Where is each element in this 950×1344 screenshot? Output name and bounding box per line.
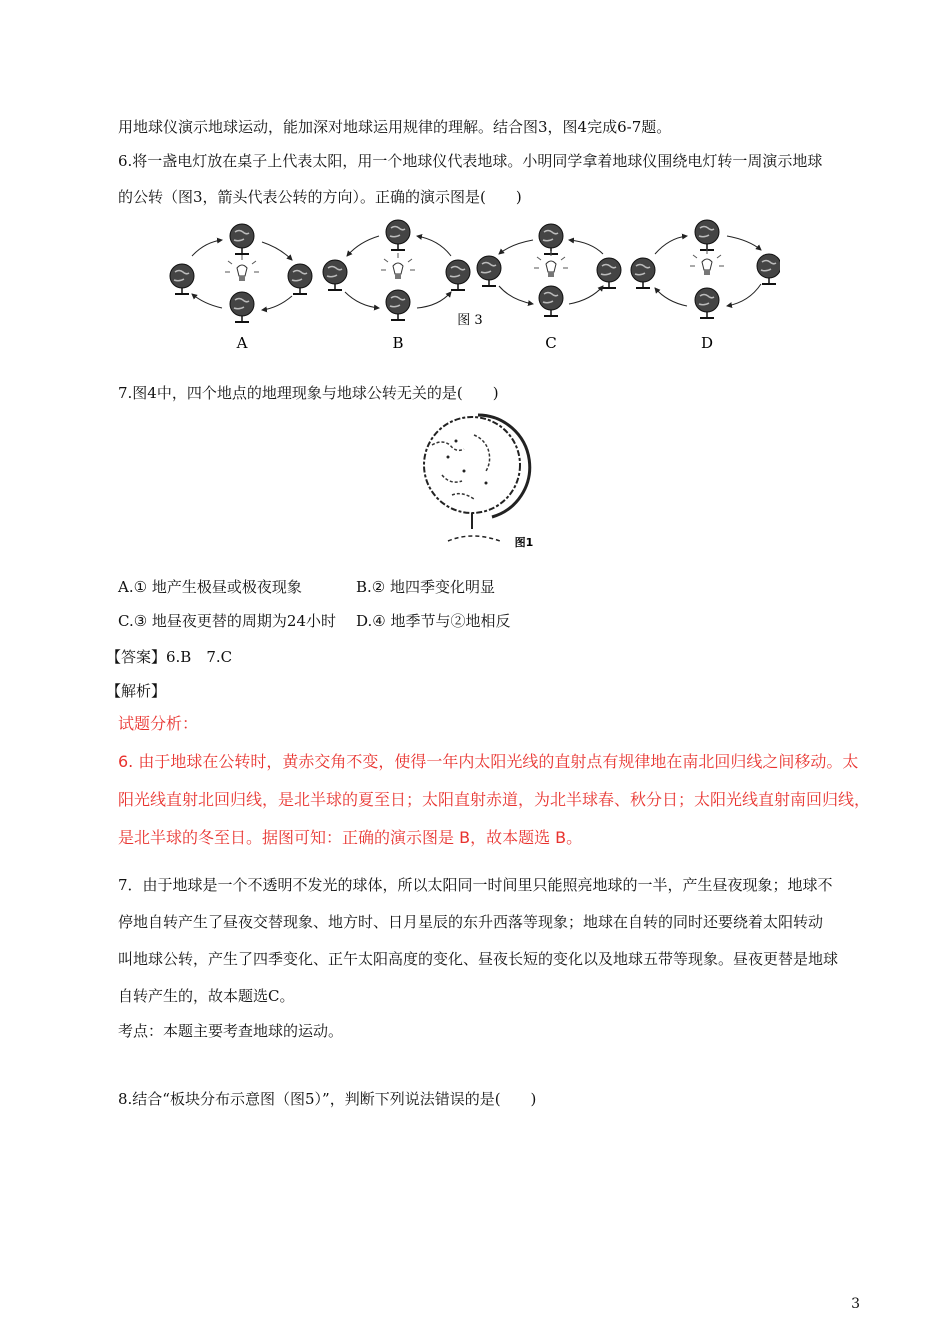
analysis-6-line-3: 是北半球的冬至日。据图可知：正确的演示图是 B，故本题选 B。 <box>118 828 583 847</box>
analysis-6-line-2: 阳光线直射北回归线，是北半球的夏至日；太阳直射赤道，为北半球春、秋分日；太阳光线直射南回归线， <box>118 790 871 809</box>
q8-question: 8.结合“板块分布示意图（图5）”，判断下列说法错误的是( ) <box>118 1090 537 1108</box>
q7-option-c: C.③ 地昼夜更替的周期为24小时 <box>118 612 337 630</box>
kaodian-line: 考点：本题主要考查地球的运动。 <box>118 1022 344 1040</box>
analysis-6-line-1: 6. 由于地球在公转时，黄赤交角不变，使得一年内太阳光线的直射点有规律地在南北回归线之间移动。太 <box>118 752 859 771</box>
label-c: C <box>545 334 557 352</box>
figure-3-revolution-diagrams <box>160 214 780 354</box>
q7-option-b: B.② 地四季变化明显 <box>356 578 496 596</box>
figure-3-caption: 图 3 <box>457 313 483 328</box>
analysis-7-line-4: 自转产生的，故本题选C。 <box>118 987 295 1005</box>
figure-4-globe <box>412 405 542 555</box>
analysis-7-line-3: 叫地球公转，产生了四季变化、正午太阳高度的变化、昼夜长短的变化以及地球五带等现象。昼夜更替是地球 <box>118 950 839 968</box>
q7-option-d: D.④ 地季节与②地相反 <box>356 612 511 630</box>
q6-line-2: 的公转（图3，箭头代表公转的方向）。正确的演示图是( ) <box>118 188 522 206</box>
diagram-b <box>323 220 470 320</box>
analysis-label: 【解析】 <box>106 682 167 700</box>
analysis-title: 试题分析： <box>118 714 199 733</box>
answer-line: 【答案】6.B 7.C <box>106 648 233 666</box>
diagram-c <box>477 224 621 316</box>
analysis-7-line-1: 7．由于地球是一个不透明不发光的球体，所以太阳同一时间里只能照亮地球的一半，产生昼夜现象；地球不 <box>118 876 833 894</box>
q7-option-a: A.① 地产生极昼或极夜现象 <box>118 578 302 596</box>
label-d: D <box>700 334 714 352</box>
diagram-a <box>170 224 312 322</box>
figure-4-caption: 图1 <box>514 536 534 549</box>
q7-question: 7.图4中，四个地点的地理现象与地球公转无关的是( ) <box>118 384 499 402</box>
diagram-d <box>631 220 780 318</box>
q6-line-1: 6.将一盏电灯放在桌子上代表太阳，用一个地球仪代表地球。小明同学拿着地球仪围绕电灯转一周演示地球 <box>118 152 823 170</box>
page-number: 3 <box>851 1296 860 1312</box>
label-b: B <box>392 334 404 352</box>
intro-text: 用地球仪演示地球运动，能加深对地球运用规律的理解。结合图3，图4完成6-7题。 <box>118 118 672 136</box>
analysis-7-line-2: 停地自转产生了昼夜交替现象、地方时、日月星辰的东升西落等现象；地球在自转的同时还要绕着太阳转动 <box>118 913 824 931</box>
label-a: A <box>236 334 248 352</box>
